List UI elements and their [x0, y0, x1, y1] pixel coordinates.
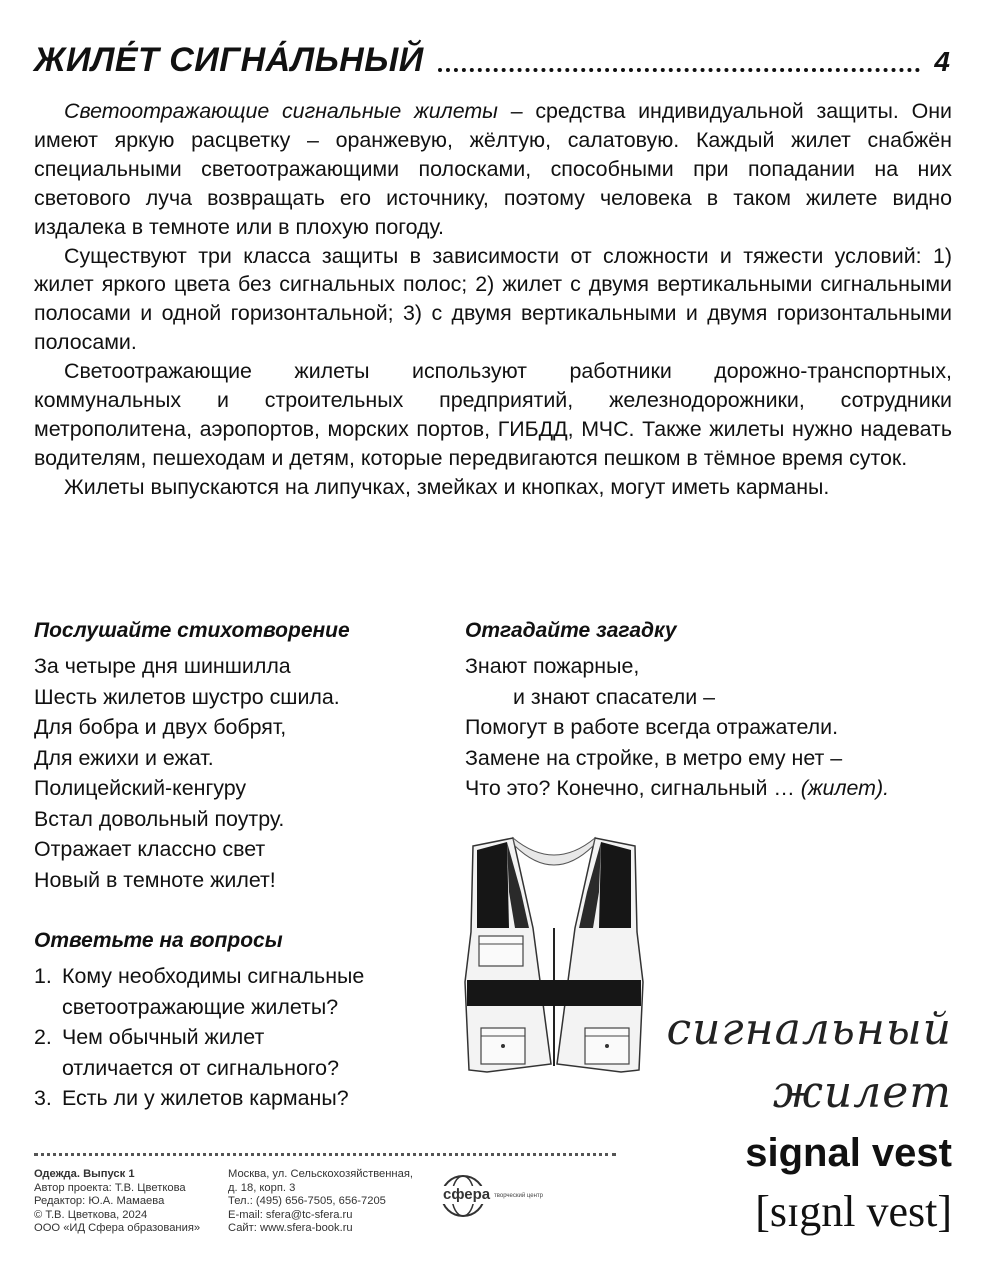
question-line: Чем обычный жилет	[62, 1025, 265, 1049]
paragraph-1-italic: Светоотражающие сигнальные жилеты	[64, 99, 498, 123]
riddle-line: Помогут в работе всегда отражатели.	[465, 715, 839, 739]
question-item	[34, 1083, 454, 1114]
footer-credits	[34, 1168, 214, 1236]
publisher-logo	[438, 1172, 578, 1220]
footer-copyright: © Т.В. Цветкова, 2024	[34, 1208, 148, 1221]
question-line: отличается от сигнального?	[62, 1055, 339, 1080]
riddle-line: Знают пожарные,	[465, 654, 640, 678]
poem-line: Новый в темноте жилет!	[34, 867, 276, 892]
poem-line: За четыре дня шиншилла	[34, 654, 291, 678]
question-number: 2.	[34, 1025, 52, 1049]
questions-heading: Ответьте на вопросы	[34, 929, 283, 952]
signal-vest-illustration	[455, 832, 653, 1084]
question-line: Кому необходимы сигнальные	[62, 964, 365, 988]
title-leader-dots	[438, 68, 921, 72]
title-row	[34, 36, 950, 80]
footer-address-1: Москва, ул. Сельскохозяйственная,	[228, 1168, 414, 1180]
paragraph-1	[34, 97, 952, 242]
footer-divider	[34, 1153, 616, 1156]
cursive-word-signal: сигнальный	[666, 1004, 952, 1055]
riddle-lines	[465, 651, 965, 804]
poem-section	[34, 616, 434, 895]
question-item	[34, 961, 454, 1022]
logo-word: сфера	[443, 1186, 491, 1203]
riddle-answer: (жилет).	[800, 776, 890, 800]
phonetic-transcription: [sɪgnl vest]	[755, 1187, 952, 1236]
footer-phone: Тел.: (495) 656-7505, 656-7205	[228, 1195, 386, 1208]
question-text: Есть ли у жилетов карманы?	[62, 1086, 349, 1110]
riddle-last-line: Что это? Конечно, сигнальный …	[465, 776, 795, 800]
poem-line: Шесть жилетов шустро сшила.	[34, 684, 340, 709]
question-line: светоотражающие жилеты?	[62, 994, 339, 1019]
footer-site: Сайт: www.sfera-book.ru	[228, 1222, 353, 1235]
riddle-heading: Отгадайте загадку	[465, 619, 677, 642]
questions-list	[34, 961, 454, 1114]
riddle-line: и знают спасатели –	[513, 684, 716, 709]
poem-heading: Послушайте стихотворение	[34, 619, 350, 642]
vest-horizontal-stripe	[467, 980, 641, 1006]
article-body	[34, 97, 952, 502]
question-item	[34, 1022, 454, 1083]
poem-lines	[34, 651, 434, 895]
page-title: ЖИЛЕ́Т СИГНА́ЛЬНЫЙ	[34, 41, 424, 79]
paragraph-3: Светоотражающие жилеты используют работники дорожно-транспортных, коммунальных и строительных предприятий, железнодорожники, сотрудники метрополитена, аэропортов, морских портов, ГИБДД, МЧС. Также жилеты нужно надевать водителям, пешеходам и детям, которые передвигаются пешком в тёмное время суток.	[34, 359, 952, 470]
poem-line: Для бобра и двух бобрят,	[34, 715, 287, 739]
poem-line: Отражает классно свет	[34, 837, 266, 861]
english-translation: signal vest	[745, 1131, 952, 1175]
paragraph-2: Существуют три класса защиты в зависимости от сложности и тяжести условий: 1) жилет яркого цвета без сигнальных полос; 2) жилет с двумя вертикальными сигнальными полосами и одной горизонтальной; 3) с двумя вертикальными и двумя горизонтальными полосами.	[34, 243, 952, 355]
sphere-logo-icon	[438, 1173, 491, 1219]
question-number: 3.	[34, 1086, 52, 1110]
footer-publisher: ООО «ИД Сфера образования»	[34, 1222, 201, 1235]
paragraph-1-text: – средства индивидуальной защиты. Они имеют яркую расцветку – оранжевую, жёлтую, салатовую. Каждый жилет снабжён специальными светоотражающими полосками, способными при попадании на них светового луча возвращать его источнику, поэтому человека в таком жилете видно издалека в темноте или в плохую погоду.	[34, 99, 952, 239]
poem-line: Полицейский-кенгуру	[34, 776, 247, 800]
footer-email: E-mail: sfera@tc-sfera.ru	[228, 1208, 353, 1221]
question-text	[62, 1022, 339, 1083]
poem-line: Для ежихи и ежат.	[34, 745, 214, 770]
cursive-word-vest: жилет	[772, 1067, 952, 1118]
footer-editor: Редактор: Ю.А. Мамаева	[34, 1195, 165, 1208]
riddle-line: Замене на стройке, в метро ему нет –	[465, 745, 843, 770]
footer-contacts	[228, 1168, 433, 1236]
riddle-line	[465, 773, 965, 804]
poem-line: Встал довольный поутру.	[34, 806, 285, 831]
riddle-section	[465, 616, 965, 804]
footer-address-2: д. 18, корп. 3	[228, 1181, 296, 1194]
question-number: 1.	[34, 964, 52, 988]
logo-subtitle: творческий центр	[494, 1192, 543, 1199]
page-number: 4	[934, 46, 950, 77]
footer-author: Автор проекта: Т.В. Цветкова	[34, 1181, 186, 1194]
questions-section	[34, 926, 454, 1114]
paragraph-4: Жилеты выпускаются на липучках, змейках и кнопках, могут иметь карманы.	[64, 474, 830, 499]
footer-series: Одежда. Выпуск 1	[34, 1168, 135, 1180]
question-text	[62, 961, 364, 1022]
